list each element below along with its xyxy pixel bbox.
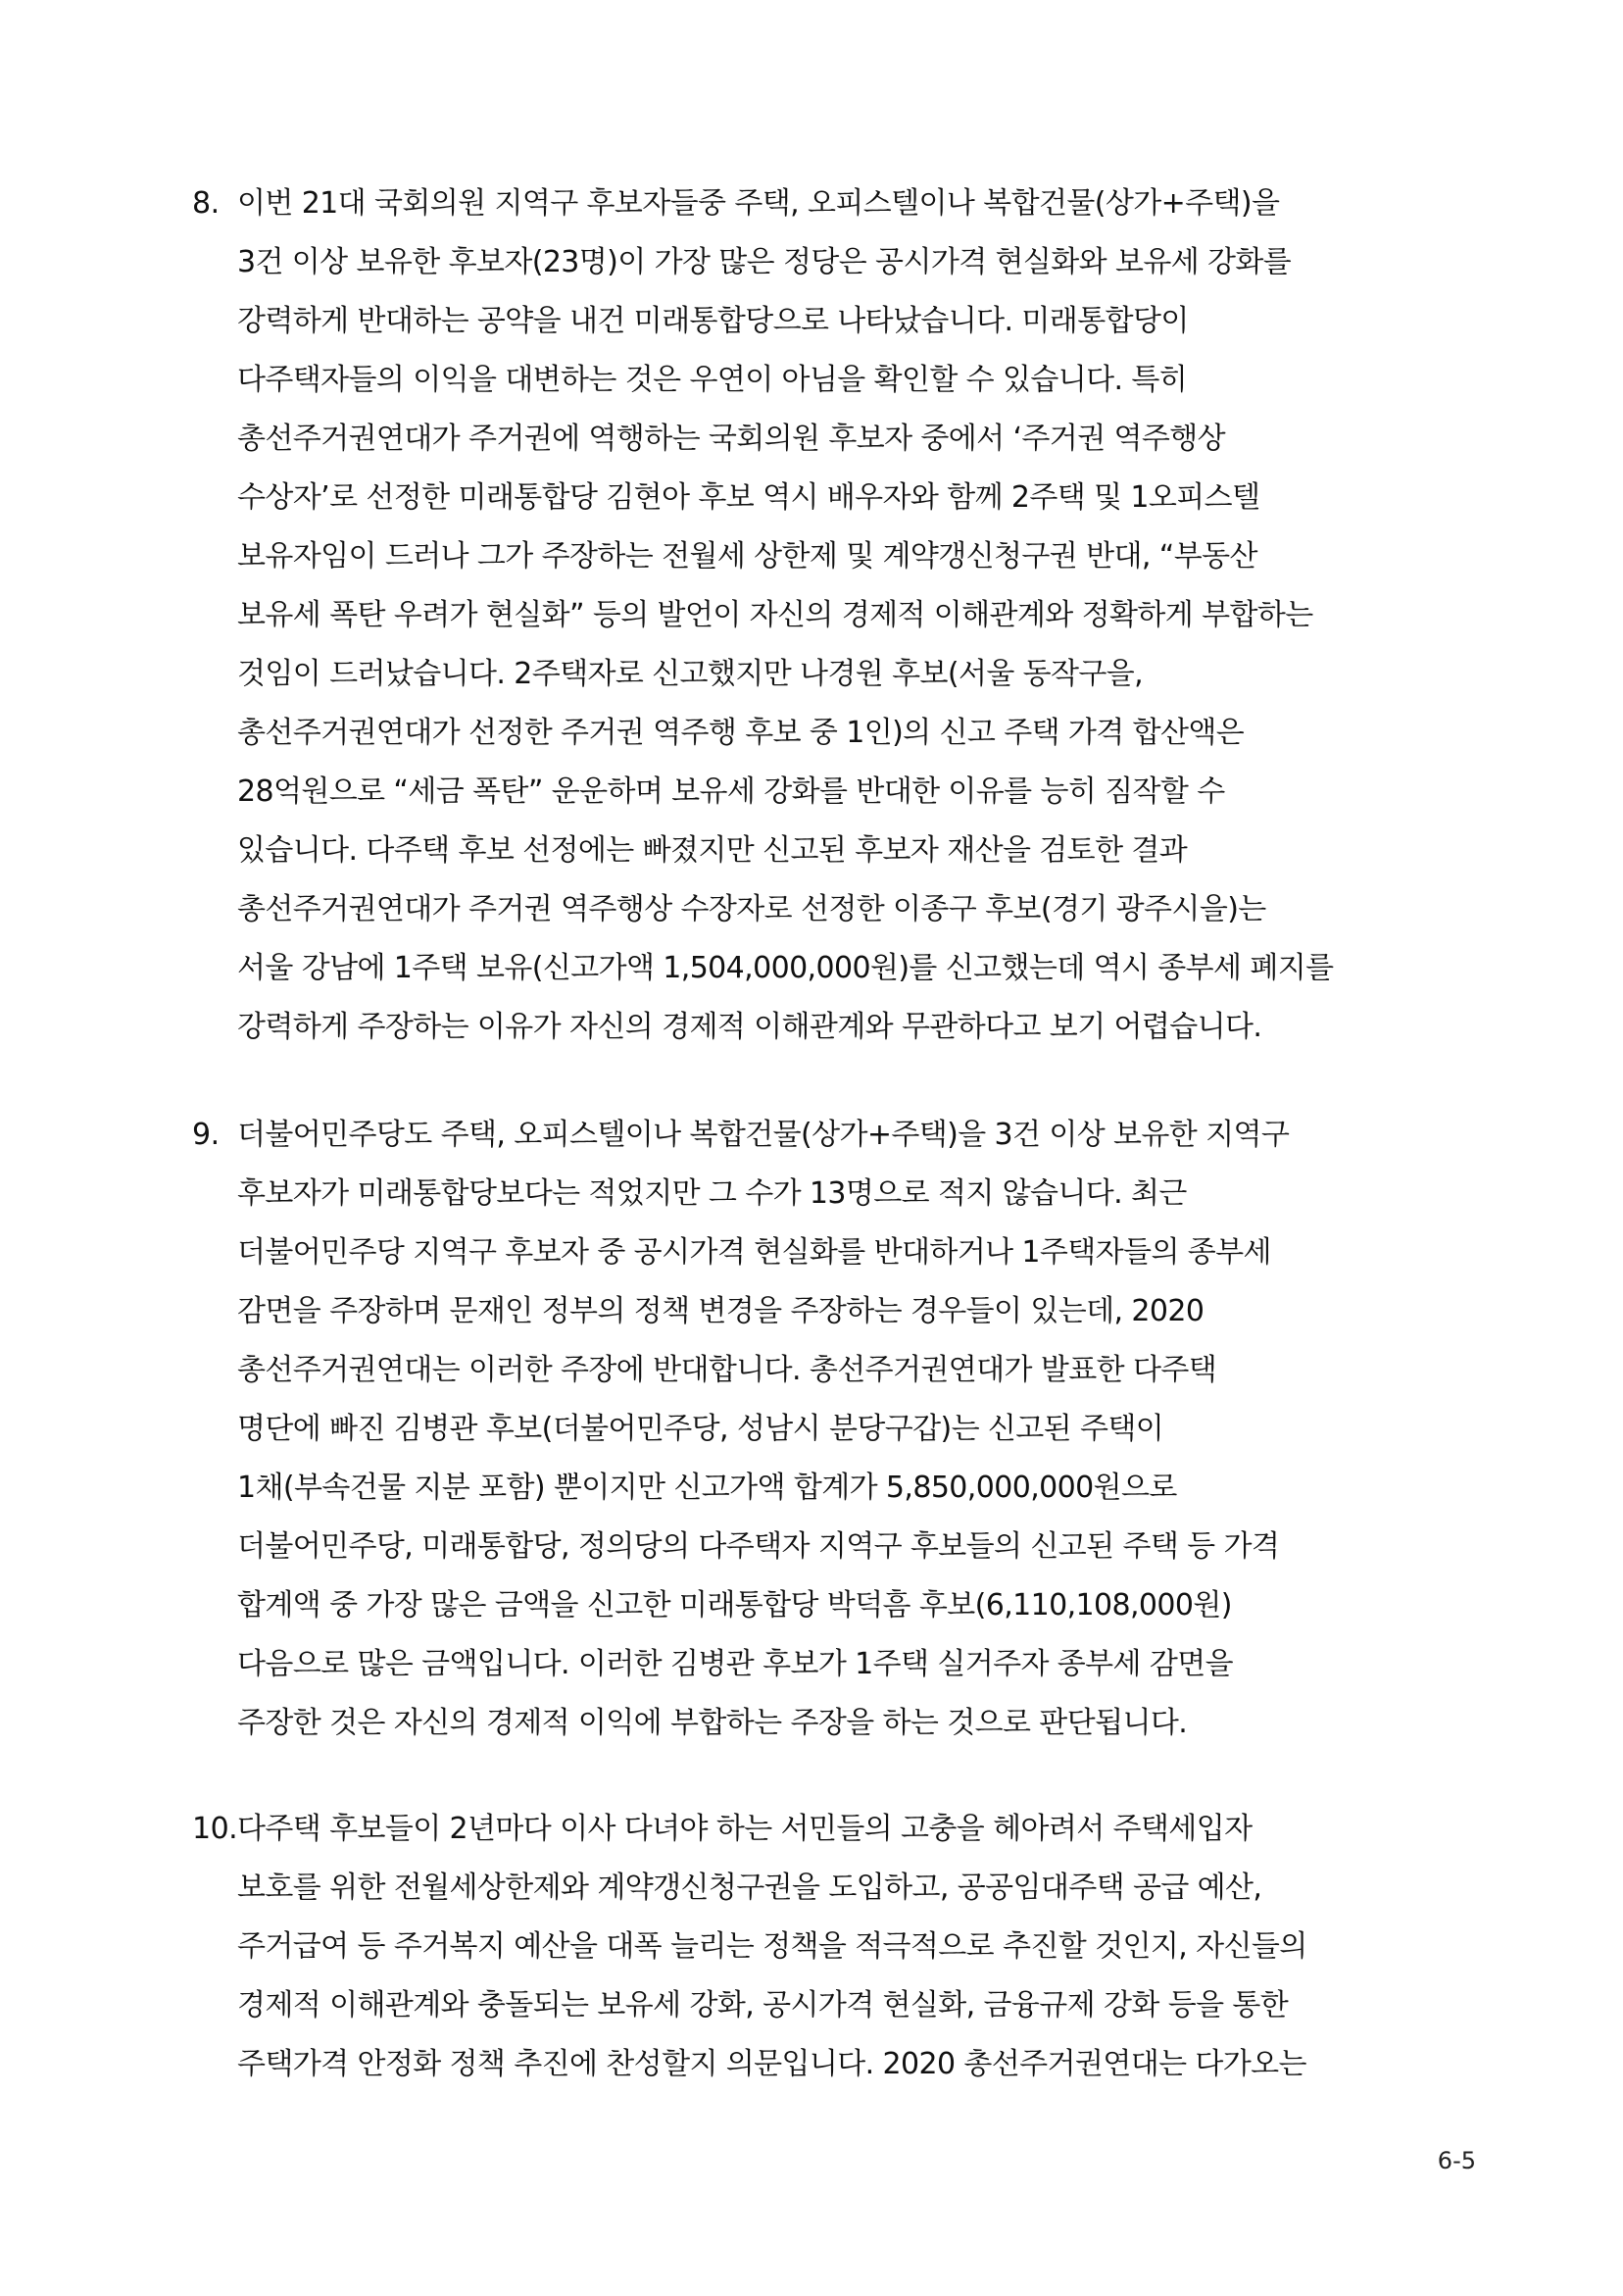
- text-line: 합계액 중 가장 많은 금액을 신고한 미래통합당 박덕흠 후보(6,110,108,000원): [237, 1588, 1232, 1622]
- text-line: 서울 강남에 1주택 보유(신고가액 1,504,000,000원)를 신고했는데 역시 종부세 폐지를: [237, 951, 1334, 985]
- text-line: 총선주거권연대는 이러한 주장에 반대합니다. 총선주거권연대가 발표한 다주택: [237, 1353, 1217, 1387]
- text-line: 총선주거권연대가 주거권 역주행상 수장자로 선정한 이종구 후보(경기 광주시을)는: [237, 892, 1266, 926]
- text-line: 더불어민주당 지역구 후보자 중 공시가격 현실화를 반대하거나 1주택자들의 종부세: [237, 1235, 1271, 1270]
- text-line: 것임이 드러났습니다. 2주택자로 신고했지만 나경원 후보(서울 동작구을,: [237, 657, 1144, 691]
- text-line: 1채(부속건물 지분 포함) 뿐이지만 신고가액 합계가 5,850,000,000원으로: [237, 1471, 1177, 1505]
- page-number: 6-5: [1437, 2147, 1476, 2174]
- item-number: 9.: [192, 1118, 220, 1152]
- text-line: 주장한 것은 자신의 경제적 이익에 부합하는 주장을 하는 것으로 판단됩니다.: [237, 1706, 1188, 1740]
- text-line: 보유자임이 드러나 그가 주장하는 전월세 상한제 및 계약갱신청구권 반대, “부동산: [237, 539, 1257, 574]
- item-number: 10.: [192, 1812, 238, 1846]
- item-number: 8.: [192, 186, 220, 221]
- text-line: 수상자’로 선정한 미래통합당 김현아 후보 역시 배우자와 함께 2주택 및 1오피스텔: [237, 480, 1260, 515]
- text-line: 경제적 이해관계와 충돌되는 보유세 강화, 공시가격 현실화, 금융규제 강화 등을 통한: [237, 1988, 1289, 2022]
- text-line: 다주택자들의 이익을 대변하는 것은 우연이 아님을 확인할 수 있습니다. 특히: [237, 363, 1188, 397]
- text-line: 더불어민주당, 미래통합당, 정의당의 다주택자 지역구 후보들의 신고된 주택 등 가격: [237, 1529, 1280, 1564]
- text-line: 총선주거권연대가 선정한 주거권 역주행 후보 중 1인)의 신고 주택 가격 합산액은: [237, 716, 1245, 750]
- text-line: 있습니다. 다주택 후보 선정에는 빠졌지만 신고된 후보자 재산을 검토한 결과: [237, 833, 1188, 868]
- text-line: 주거급여 등 주거복지 예산을 대폭 늘리는 정책을 적극적으로 추진할 것인지, 자신들의: [237, 1929, 1307, 1964]
- text-line: 총선주거권연대가 주거권에 역행하는 국회의원 후보자 중에서 ‘주거권 역주행상: [237, 422, 1226, 456]
- text-line: 3건 이상 보유한 후보자(23명)이 가장 많은 정당은 공시가격 현실화와 보유세 강화를: [237, 245, 1292, 279]
- text-line: 후보자가 미래통합당보다는 적었지만 그 수가 13명으로 적지 않습니다. 최근: [237, 1176, 1187, 1211]
- text-line: 다주택 후보들이 2년마다 이사 다녀야 하는 서민들의 고충을 헤아려서 주택세입자: [237, 1812, 1253, 1846]
- text-line: 이번 21대 국회의원 지역구 후보자들중 주택, 오피스텔이나 복합건물(상가+주택)을: [237, 186, 1280, 221]
- text-line: 28억원으로 “세금 폭탄” 운운하며 보유세 강화를 반대한 이유를 능히 짐작할 수: [237, 774, 1225, 809]
- text-line: 보유세 폭탄 우려가 현실화” 등의 발언이 자신의 경제적 이해관계와 정확하게 부합하는: [237, 598, 1313, 632]
- text-line: 다음으로 많은 금액입니다. 이러한 김병관 후보가 1주택 실거주자 종부세 감면을: [237, 1647, 1234, 1681]
- text-line: 감면을 주장하며 문재인 정부의 정책 변경을 주장하는 경우들이 있는데, 2020: [237, 1294, 1205, 1328]
- item-text: [237, 175, 1511, 1057]
- text-line: 더불어민주당도 주택, 오피스텔이나 복합건물(상가+주택)을 3건 이상 보유한 지역구: [237, 1118, 1290, 1152]
- text-line: 보호를 위한 전월세상한제와 계약갱신청구권을 도입하고, 공공임대주택 공급 예산,: [237, 1871, 1262, 1905]
- item-text: [237, 1800, 1511, 2094]
- text-line: 강력하게 반대하는 공약을 내건 미래통합당으로 나타났습니다. 미래통합당이: [237, 304, 1189, 338]
- text-line: 주택가격 안정화 정책 추진에 찬성할지 의문입니다. 2020 총선주거권연대는 다가오는: [237, 2047, 1306, 2081]
- text-line: 명단에 빠진 김병관 후보(더불어민주당, 성남시 분당구갑)는 신고된 주택이: [237, 1412, 1164, 1446]
- text-line: 강력하게 주장하는 이유가 자신의 경제적 이해관계와 무관하다고 보기 어렵습니다.: [237, 1010, 1262, 1044]
- item-text: [237, 1106, 1511, 1753]
